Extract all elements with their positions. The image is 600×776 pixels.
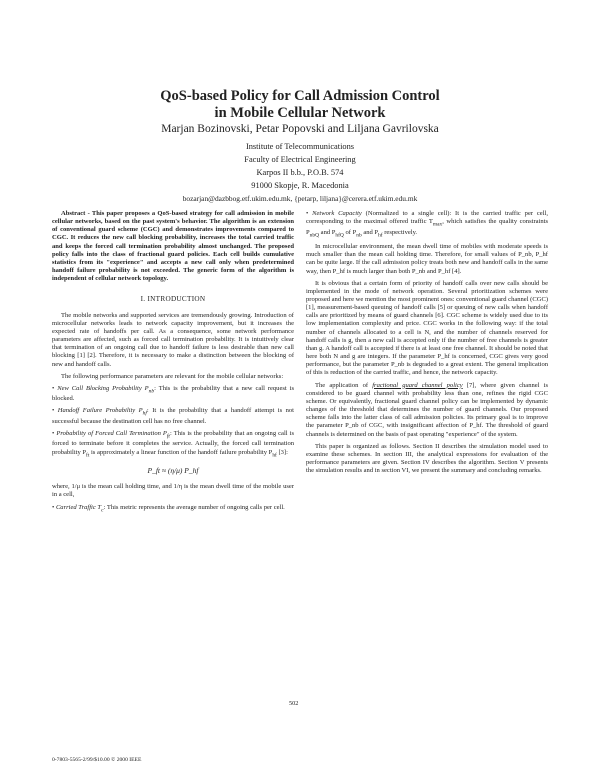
abstract: Abstract - This paper proposes a QoS-based strategy for call admission in mobile cellular networks, based on the past system's behavior. The algorithm is an extension of conventional guard scheme (CGC) and demonstrates improvements compared to CGC. It reduces the new call blocking probability, increases the total carried traffic and keeps the forced call termination probability almost unchanged. The proposed policy falls into the class of fractional guard policies. Each cell builds cumulative statistics from its "experience" and accepts a new call only when predetermined handoff failure probability is not exceeded. The generic form of the algorithm is independent of cellular network topology.	[52, 210, 294, 283]
paragraph-microcellular: In microcellular environment, the mean dwell time of mobiles with moderate speeds is much smaller than the mean call holding time. Therefore, for small values of P_nb, P_hf can be quite large. If the call admission policy treats both new and handoff calls in the same way, then P_hf is much larger than both P_nb and P_hf [4].	[306, 243, 548, 275]
affiliation-line: Faculty of Electrical Engineering	[244, 155, 356, 164]
bullet-handoff-failure: • Handoff Failure Probability $P_{hf}$: It is the probability that a handoff attempt is not successful because the destination cell has no free channel.	[52, 407, 294, 425]
bullet-new-call-blocking: • New Call Blocking Probability $P_{nb}$: This is the probability that a new call request is blocked.	[52, 384, 295, 403]
right-column	[306, 210, 548, 479]
intro-paragraph: The following performance parameters are relevant for the mobile cellular networks:	[61, 372, 284, 380]
author-list: Marjan Bozinovski, Petar Popovski and Liljana Gavrilovska	[161, 123, 439, 135]
fractional-guard-term: fractional guard channel policy	[372, 381, 463, 389]
paragraph-fractional-guard: The application of fractional guard channel policy [7], where given channel is considered to be guard channel with probability less than one, refines the rigid CGC scheme. Or equivalently, fractional guard channel policy can be implemented by dynamic changes of the threshold that determines the number of guard channels. Our proposed scheme falls into the latter class of call admission policies. Its primary goal is to improve the parameter P_nb of CGC, with insignificant affection of P_hf. The threshold of guard channels is determined on the basis of past operating "experience" of the system.	[306, 381, 548, 438]
author-emails: bozarjan@dazbbog.etf.ukim.edu.mk, {petarp, liljana}@cerera.etf.ukim.edu.mk	[182, 194, 418, 203]
page-number: 502	[289, 700, 299, 707]
affiliation-line: 91000 Skopje, R. Macedonia	[251, 181, 349, 190]
section-heading-introduction: I. INTRODUCTION	[140, 295, 206, 304]
intro-paragraph: The mobile networks and supported services are tremendously growing. Introduction of microcellular networks leads to network capacity improvement, but it increases the expected rate of handoffs per call. As a consequence, some network performance parameters are affected, such as forced call termination probability. It is intuitively clear that termination of an ongoing call due to handoff failure is less desirable than new call blocking [1] [2]. Therefore, it is necessary to make a distinction between the blocking of new and handoff calls.	[52, 311, 294, 368]
equation-forced-termination: P_ft ≈ (η/μ) P_hf	[147, 466, 199, 476]
bullet-forced-termination: • Probability of Forced Call Termination $P_{ft}$: This is the probability that an ongoing call is forced to terminate before it completes the service. Actually, the forced call termination probability $P_{ft}$ is approximately a linear function of the handoff failure probability $P_{hf}$ [3]:	[52, 430, 294, 458]
affiliation-block	[0, 140, 600, 205]
affiliation-line: Karpos II b.b., P.O.B. 574	[256, 168, 344, 177]
left-column	[52, 210, 294, 518]
bullet-carried-traffic: • Carried Traffic $T_c$: This metric represents the average number of ongoing calls per cell.	[52, 503, 285, 513]
bullet-network-capacity: • Network Capacity (Normalized to a single cell): It is the carried traffic per cell, corresponding to the maximal offered traffic $T_{max}$, which satisfies the quality constraints $P_{nbQ}$ and $P_{hfQ}$ of $P_{nb}$ and $P_{hf}$ respectively.	[306, 210, 548, 238]
title-line-2: in Mobile Cellular Network	[214, 105, 386, 121]
ieee-isbn-footer: 0-7803-5565-2/99/$10.00 © 2000 IEEE	[52, 757, 142, 763]
affiliation-line: Institute of Telecommunications	[245, 142, 355, 151]
formula-explanation: where, 1/μ is the mean call holding time, and 1/η is the mean dwell time of the mobile user in a cell,	[52, 483, 294, 499]
paper-title	[0, 88, 600, 122]
title-line-1: QoS-based Policy for Call Admission Control	[160, 88, 440, 104]
paragraph-organization: This paper is organized as follows. Section II describes the simulation model used to examine these schemes. In section III, the analytical expressions for evaluation of the performance parameters are given. Section IV describes the algorithm. Section V presents the simulation results and in section VI, we present the summary and concluding remarks.	[306, 442, 548, 475]
paragraph-prioritization: It is obvious that a certain form of priority of handoff calls over new calls should be implemented in the mode of network operation. Several prioritization schemes were proposed and here we mention the most prominent ones: conventional guard channel (CGC) [1], measurement-based queuing of handoff calls [5] or queuing of new calls when handoff calls are prioritized by means of guard channels [6]. CGC scheme is widely used due to its low implementation complexity and price. CGC works in the following way: if the total number of channels allocated to a cell is N, and the number of channels reserved for handoff calls is g, then a new call is accepted only if the number of free channels is greater than g. A handoff call is accepted if there is at least one free channel. It should be noted that here both N and g are integers. If the parameter P_hf is concerned, CGC gives very good performance, but the parameter P_nb is degraded to a great extent. The general implication of this is reduction of the carried traffic, and hence, the network capacity.	[306, 279, 548, 377]
